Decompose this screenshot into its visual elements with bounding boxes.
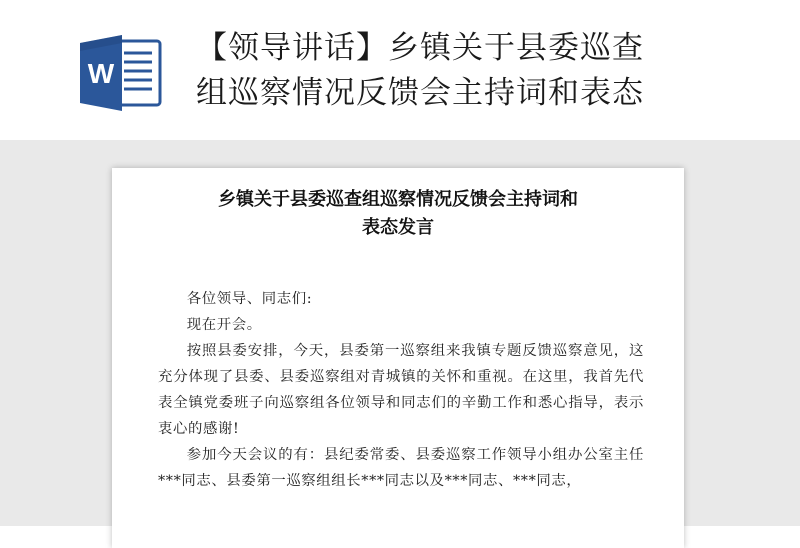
document-page[interactable]: [112, 168, 684, 548]
banner-title-line-2: 组巡察情况反馈会主持词和表态: [196, 75, 644, 111]
header-banner: [0, 0, 800, 140]
document-title: [152, 186, 644, 242]
paragraph-arrangement: 按照县委安排，今天，县委第一巡察组来我镇专题反馈巡察意见，这充分体现了县委、县委巡察组对青城镇的关怀和重视。在这里，我首先代表全镇党委班子向巡察组各位领导和同志们的辛勤工作和悉心指导，表示衷心的感谢!: [158, 343, 644, 437]
banner-title: [196, 26, 776, 116]
paragraph-attendees: 参加今天会议的有：县纪委常委、县委巡察工作领导小组办公室主任***同志、县委第一巡察组组长***同志以及***同志、***同志，: [158, 447, 644, 489]
banner-title-line-1: 【领导讲话】乡镇关于县委巡查: [196, 30, 644, 66]
word-icon-letter: W: [87, 58, 115, 89]
document-body: [158, 286, 644, 494]
paragraph-salutation: 各位领导、同志们:: [186, 291, 313, 307]
word-document-icon: [78, 33, 164, 113]
document-title-line-2: 表态发言: [362, 217, 434, 238]
paragraph-opening: 现在开会。: [186, 317, 262, 333]
document-title-line-1: 乡镇关于县委巡查组巡察情况反馈会主持词和: [218, 189, 578, 210]
